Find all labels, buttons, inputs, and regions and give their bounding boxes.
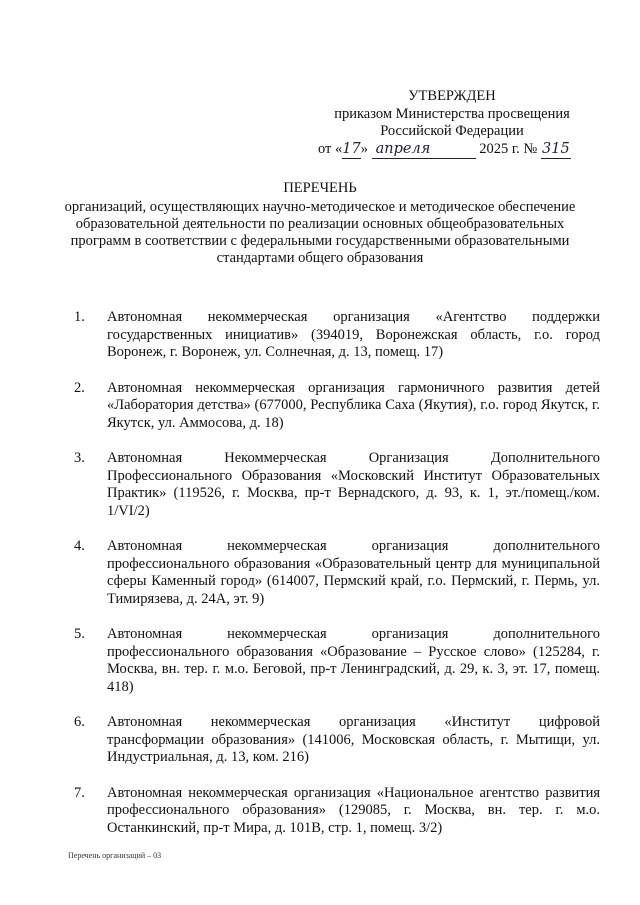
date-prefix: от «: [318, 140, 343, 157]
order-date-line: [318, 141, 586, 160]
list-item-number: 1.: [74, 309, 85, 325]
list-item: [74, 785, 600, 838]
list-item-number: 3.: [74, 450, 85, 466]
handwritten-order-number: 315: [541, 141, 571, 160]
year-text: 2025 г. №: [479, 140, 538, 157]
list-item-text: Автономная некоммерческая организация «Институт цифровой трансформации образования» (141006, Московская область, г. Мытищи, ул. Индустриальная, д. 13, ком. 216): [107, 714, 600, 765]
list-item-text: Автономная некоммерческая организация «Агентство поддержки государственных инициатив» (394019, Воронежская область, г.о. город Воронеж, г. Воронеж, ул. Солнечная, д. 13, помещ. 17): [107, 309, 600, 360]
list-item-text: Автономная некоммерческая организация гармоничного развития детей «Лаборатория детства» (677000, Республика Саха (Якутия), г.о. город Якутск, г. Якутск, ул. Аммосова, д. 18): [107, 379, 600, 431]
footer-note: Перечень организаций – 03: [68, 851, 162, 860]
heading-subtitle: организаций, осуществляющих научно-методическое и методическое обеспечение образовательной деятельности по реализации основных общеобразовательных программ в соответствии с федеральными государственными образовательными стандартами общего образования: [64, 199, 576, 266]
list-item: [74, 626, 600, 696]
list-item-number: 4.: [74, 538, 85, 554]
handwritten-day: 17: [342, 141, 360, 160]
date-quote-close: »: [360, 140, 368, 157]
list-item-number: 2.: [74, 379, 85, 396]
order-line: приказом Министерства просвещения: [334, 105, 570, 122]
list-item-text: Автономная некоммерческая организация «Национальное агентство развития профессионального образования» (129085, г. Москва, вн. тер. г. м.о. Останкинский, пр-т Мира, д. 101В, стр. 1, помещ. 3/2): [107, 784, 600, 836]
federation-line: Российской Федерации: [380, 123, 524, 139]
list-item-number: 6.: [74, 714, 85, 730]
list-item: [74, 714, 600, 767]
heading-title: ПЕРЕЧЕНЬ: [283, 180, 357, 196]
list-item-number: 7.: [74, 784, 85, 801]
list-item-number: 5.: [74, 626, 85, 642]
list-item-text: Автономная Некоммерческая Организация Дополнительного Профессионального Образования «Московский Институт Образовательных Практик» (119526, г. Москва, пр-т Вернадского, д. 93, к. 1, эт./помещ./ком. 1/VI/2): [107, 450, 600, 519]
list-item: [74, 450, 600, 520]
approved-title: УТВЕРЖДЕН: [408, 88, 496, 104]
organization-list: [74, 309, 600, 837]
list-item-text: Автономная некоммерческая организация дополнительного профессионального образования «Образование – Русское слово» (125284, г. Москва, вн. тер. г. м.о. Беговой, пр-т Ленинградский, д. 29, к. 3, эт. 17, помещ. 418): [107, 626, 600, 695]
approval-block: [318, 88, 586, 159]
list-item: [74, 538, 600, 608]
handwritten-month: апреля: [372, 141, 476, 160]
list-item: [74, 309, 600, 362]
document-heading: [50, 180, 590, 267]
list-item-text: Автономная некоммерческая организация дополнительного профессионального образования «Образовательный центр для муниципальной сферы Каменный город» (614007, Пермский край, г.о. Пермский, г. Пермь, ул. Тимирязева, д. 24А, эт. 9): [107, 538, 600, 607]
list-item: [74, 380, 600, 433]
